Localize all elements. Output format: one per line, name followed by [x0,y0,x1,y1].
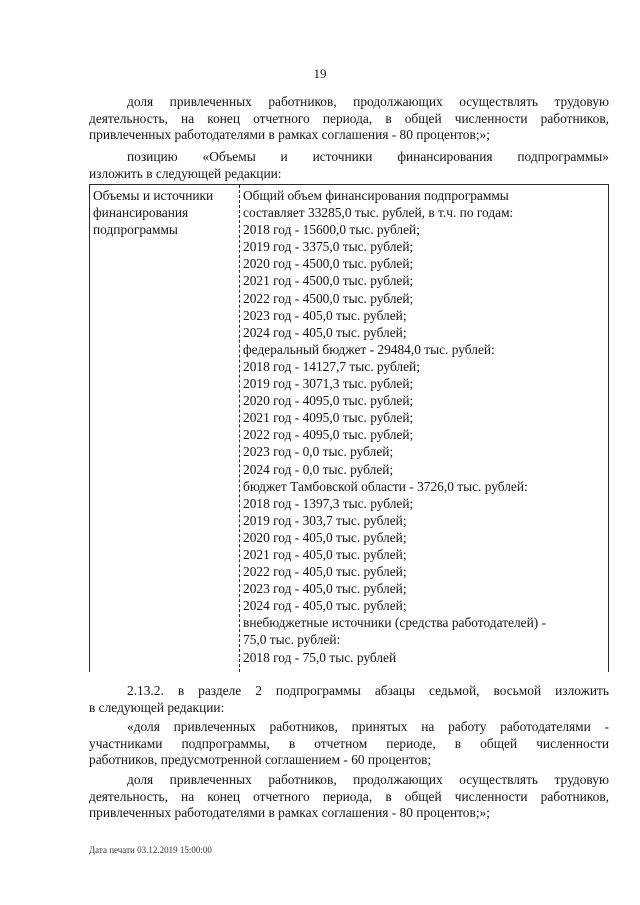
table-value-line: 2018 год - 1397,3 тыс. рублей; [243,495,414,511]
financing-table-label-cell [89,185,237,672]
financing-table-value-cell [239,185,609,672]
table-value-line: 2020 год - 4095,0 тыс. рублей; [243,393,414,409]
table-value-line: 2019 год - 3071,3 тыс. рублей; [243,376,414,392]
text-line: доля привлеченных работников, продолжающих осуществлять трудовую [127,772,609,787]
text-line: деятельность, на конец отчетного периода, в общей численности работников, [89,110,609,126]
table-value-line: 2021 год - 4500,0 тыс. рублей; [243,273,414,289]
text-line: «доля привлеченных работников, принятых на работу работодателями - [127,719,609,734]
table-value-line: 2021 год - 405,0 тыс. рублей; [243,546,407,562]
table-value-line: 2018 год - 14127,7 тыс. рублей; [243,358,420,374]
table-label-line: подпрограммы [93,222,178,238]
print-date-footer: Дата печати 03.12.2019 15:00:00 [89,845,212,855]
text-line: доля привлеченных работников, продолжающих осуществлять трудовую [127,94,609,109]
paragraph-employed-share-continuing-repeat [89,772,609,822]
text-line: позицию «Объемы и источники финансирования подпрограммы» [127,149,609,164]
table-value-line: 2019 год - 3375,0 тыс. рублей; [243,239,414,255]
text-line: привлеченных работодателями в рамках соглашения - 80 процентов;»; [89,127,490,143]
table-value-line: 2018 год - 75,0 тыс. рублей [243,649,397,665]
table-value-line: 2023 год - 405,0 тыс. рублей; [243,307,407,323]
table-value-line: 2021 год - 4095,0 тыс. рублей; [243,410,414,426]
text-line: в следующей редакции: [89,699,225,715]
paragraph-employed-share-continuing [89,94,609,144]
text-line: деятельность, на конец отчетного периода, в общей численности работников, [89,788,609,804]
table-value-line: Общий объем финансирования подпрограммы [243,188,509,203]
table-value-line: федеральный бюджет - 29484,0 тыс. рублей: [243,341,495,357]
table-value-line: 2022 год - 4500,0 тыс. рублей; [243,290,414,306]
table-value-line: 2024 год - 0,0 тыс. рублей; [243,461,394,477]
table-value-line: бюджет Тамбовской области - 3726,0 тыс. рублей: [243,478,528,494]
text-line: привлеченных работодателями в рамках соглашения - 80 процентов;»; [89,805,490,821]
table-value-line: 2023 год - 0,0 тыс. рублей; [243,444,394,460]
table-value-line: 2020 год - 405,0 тыс. рублей; [243,529,407,545]
table-label-line: Объемы и источники [93,188,214,203]
paragraph-employed-share-hired [89,719,609,769]
table-value-line: 75,0 тыс. рублей: [243,632,341,648]
table-value-line: 2018 год - 15600,0 тыс. рублей; [243,222,420,238]
page-number: 19 [313,66,327,81]
paragraph-position-instruction [89,149,609,182]
table-value-line: 2020 год - 4500,0 тыс. рублей; [243,256,414,272]
table-value-line: 2022 год - 4095,0 тыс. рублей; [243,427,414,443]
text-line: 2.13.2. в разделе 2 подпрограммы абзацы седьмой, восьмой изложить [127,683,609,698]
table-value-line: составляет 33285,0 тыс. рублей, в т.ч. по годам: [243,205,514,221]
table-label-line: финансирования [93,205,189,221]
financing-table [89,184,609,672]
text-line: участниками подпрограммы, в отчетном периоде, в общей численности [89,735,609,751]
text-line: изложить в следующей редакции: [89,165,282,181]
text-line: работников, предусмотренной соглашением - 60 процентов; [89,752,432,768]
table-value-line: 2024 год - 405,0 тыс. рублей; [243,598,407,614]
table-value-line: 2022 год - 405,0 тыс. рублей; [243,564,407,580]
table-value-line: внебюджетные источники (средства работодателей) - [243,615,547,631]
paragraph-section-2-amendment [89,683,609,716]
table-value-line: 2023 год - 405,0 тыс. рублей; [243,581,407,597]
table-value-line: 2024 год - 405,0 тыс. рублей; [243,324,407,340]
table-value-line: 2019 год - 303,7 тыс. рублей; [243,512,407,528]
